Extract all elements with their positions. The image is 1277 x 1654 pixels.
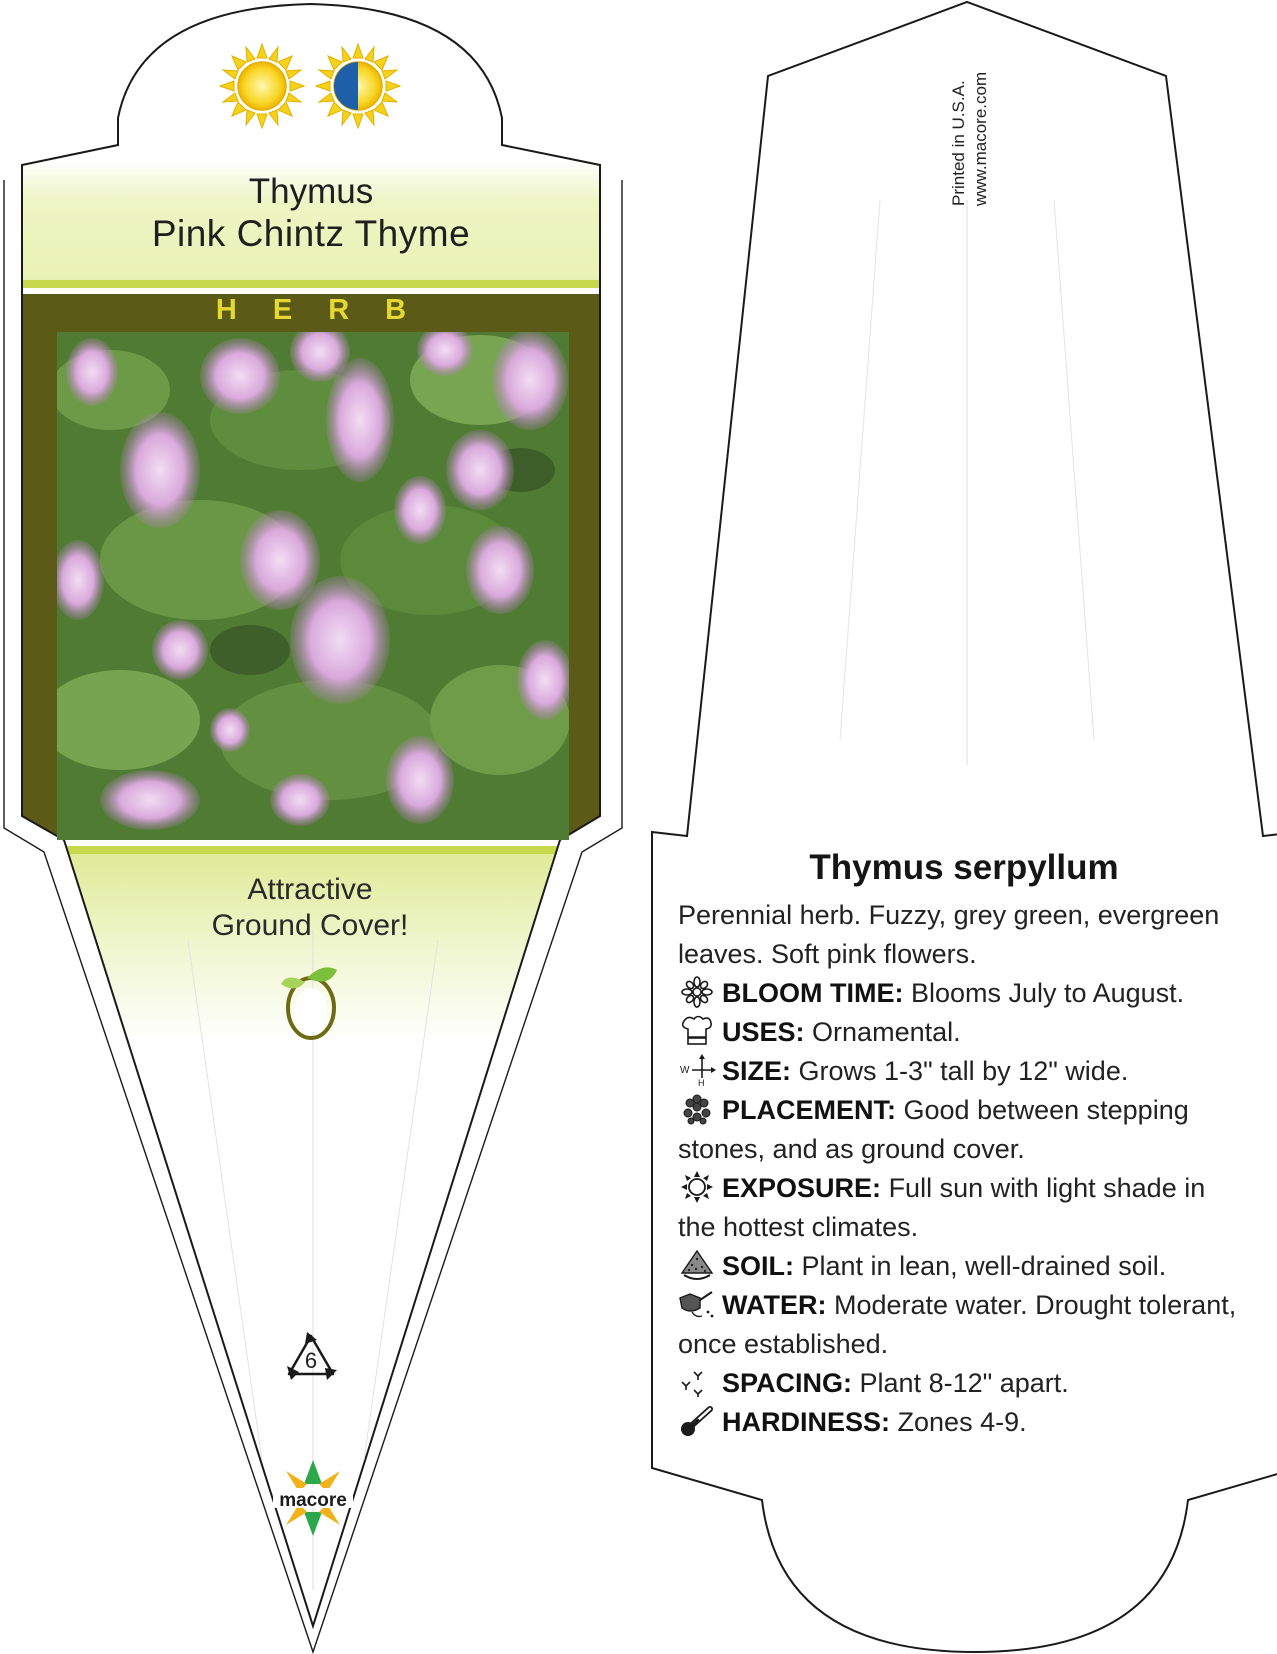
common-name: Pink Chintz Thyme: [151, 213, 471, 254]
detail-row-uses: [678, 1013, 1246, 1052]
soil-icon: [678, 1249, 716, 1281]
detail-row-placement: [678, 1091, 1246, 1169]
print-credit: [948, 72, 992, 206]
detail-text: Zones 4-9.: [897, 1407, 1027, 1437]
recycle-code: 6: [304, 1348, 318, 1373]
category-label: HERB: [215, 294, 443, 326]
watering-can-icon: [678, 1288, 716, 1320]
website: www.macore.com: [971, 71, 990, 206]
full-sun-icon: [220, 44, 304, 128]
detail-row-bloom-time: [678, 974, 1246, 1013]
plant-photo: [40, 322, 573, 840]
detail-text: Plant 8-12" apart.: [859, 1368, 1069, 1398]
detail-row-size: [678, 1052, 1246, 1091]
tagline-line-1: Attractive: [247, 873, 373, 906]
sun-outline-icon: [678, 1171, 716, 1203]
detail-text: Ornamental.: [812, 1017, 961, 1047]
detail-row-exposure: [678, 1169, 1246, 1247]
detail-text: Blooms July to August.: [911, 978, 1185, 1008]
detail-label: WATER:: [722, 1290, 827, 1320]
tagline: [110, 872, 510, 944]
brand-name: macore: [279, 1490, 347, 1511]
detail-text: Full sun with light shade in the hottest climates.: [678, 1173, 1206, 1242]
detail-label: PLACEMENT:: [722, 1095, 896, 1125]
printed-in: Printed in U.S.A.: [949, 80, 968, 206]
detail-label: SOIL:: [722, 1251, 794, 1281]
detail-text: Plant in lean, well-drained soil.: [801, 1251, 1167, 1281]
part-sun-icon: [316, 44, 400, 128]
description: Perennial herb. Fuzzy, grey green, evergreen leaves. Soft pink flowers.: [678, 900, 1220, 969]
detail-label: BLOOM TIME:: [722, 978, 904, 1008]
svg-text:H: H: [698, 1078, 705, 1086]
care-details: [678, 896, 1246, 1442]
tagline-line-2: Ground Cover!: [211, 909, 409, 942]
genus-name: Thymus: [248, 172, 374, 211]
detail-text: Good between stepping stones, and as ground cover.: [678, 1095, 1189, 1164]
detail-label: SPACING:: [722, 1368, 853, 1398]
detail-text: Grows 1-3" tall by 12" wide.: [798, 1056, 1129, 1086]
thermometer-icon: [678, 1405, 716, 1437]
chef-hat-icon: [678, 1015, 716, 1047]
detail-label: USES:: [722, 1017, 805, 1047]
detail-label: SIZE:: [722, 1056, 792, 1086]
detail-text: Moderate water. Drought tolerant, once established.: [678, 1290, 1237, 1359]
detail-row-hardiness: [678, 1403, 1246, 1442]
detail-row-spacing: [678, 1364, 1246, 1403]
detail-label: EXPOSURE:: [722, 1173, 882, 1203]
spacing-icon: [678, 1366, 716, 1398]
svg-text:W: W: [680, 1065, 690, 1076]
size-arrows-icon: [678, 1054, 716, 1086]
detail-row-water: [678, 1286, 1246, 1364]
placement-icon: [678, 1093, 716, 1125]
detail-row-soil: [678, 1247, 1246, 1286]
flower-icon: [678, 976, 716, 1008]
botanical-name: Thymus serpyllum: [809, 848, 1119, 887]
detail-label: HARDINESS:: [722, 1407, 891, 1437]
